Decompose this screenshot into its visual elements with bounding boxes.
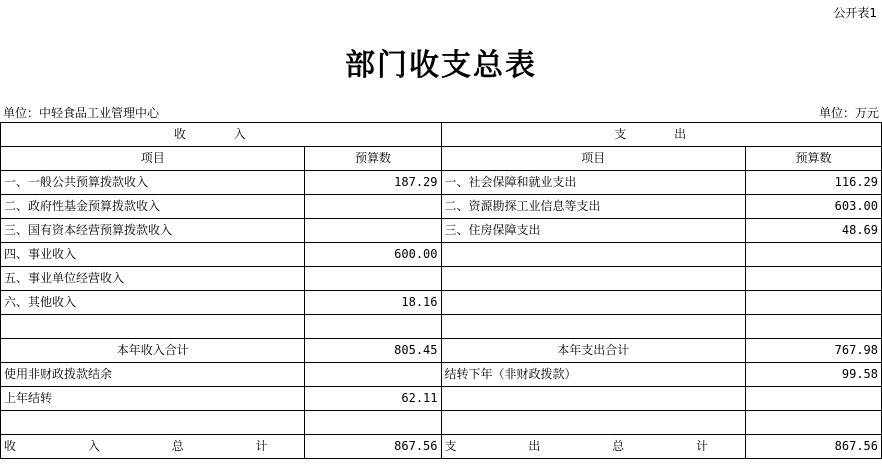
income-item-header: 项目	[1, 147, 305, 171]
expense-total-label: 支 出 总 计	[441, 435, 745, 459]
budget-table	[0, 122, 882, 459]
income-item: 六、其他收入	[1, 291, 305, 315]
expense-amount	[745, 387, 881, 411]
income-subtotal-amount: 805.45	[305, 339, 441, 363]
income-budget-header: 预算数	[305, 147, 441, 171]
income-total-amount: 867.56	[305, 435, 441, 459]
expense-amount	[745, 315, 881, 339]
expense-item	[441, 411, 745, 435]
expense-item: 三、住房保障支出	[441, 219, 745, 243]
expense-amount: 116.29	[745, 171, 881, 195]
income-amount: 187.29	[305, 171, 441, 195]
unit-organization: 单位：中轻食品工业管理中心	[3, 106, 160, 120]
expense-item	[441, 243, 745, 267]
income-amount: 62.11	[305, 387, 441, 411]
expense-total-amount: 867.56	[745, 435, 881, 459]
income-amount	[305, 267, 441, 291]
total-row	[1, 435, 882, 459]
table-row	[1, 315, 882, 339]
table-row	[1, 363, 882, 387]
expense-section-header: 支 出	[441, 123, 882, 147]
expense-amount	[745, 243, 881, 267]
income-item: 使用非财政拨款结余	[1, 363, 305, 387]
page-title: 部门收支总表	[345, 48, 537, 83]
expense-item: 一、社会保障和就业支出	[441, 171, 745, 195]
income-amount	[305, 411, 441, 435]
income-item	[1, 411, 305, 435]
expense-item: 结转下年（非财政拨款）	[441, 363, 745, 387]
income-item: 四、事业收入	[1, 243, 305, 267]
income-amount	[305, 195, 441, 219]
income-total-label: 收 入 总 计	[1, 435, 305, 459]
expense-item	[441, 387, 745, 411]
table-row	[1, 171, 882, 195]
subtotal-row	[1, 339, 882, 363]
unit-currency: 单位：万元	[818, 106, 879, 120]
table-row	[1, 243, 882, 267]
income-item: 上年结转	[1, 387, 305, 411]
table-row	[1, 267, 882, 291]
income-amount	[305, 219, 441, 243]
expense-budget-header: 预算数	[745, 147, 881, 171]
expense-item	[441, 291, 745, 315]
table-row	[1, 387, 882, 411]
income-item: 三、国有资本经营预算拨款收入	[1, 219, 305, 243]
expense-amount: 99.58	[745, 363, 881, 387]
expense-amount: 48.69	[745, 219, 881, 243]
income-item: 二、政府性基金预算拨款收入	[1, 195, 305, 219]
expense-subtotal-amount: 767.98	[745, 339, 881, 363]
expense-subtotal-label: 本年支出合计	[441, 339, 745, 363]
income-item	[1, 315, 305, 339]
expense-item	[441, 315, 745, 339]
table-row	[1, 291, 882, 315]
table-row	[1, 195, 882, 219]
expense-item-header: 项目	[441, 147, 745, 171]
income-amount	[305, 315, 441, 339]
expense-amount	[745, 291, 881, 315]
expense-item: 二、资源勘探工业信息等支出	[441, 195, 745, 219]
income-amount	[305, 363, 441, 387]
income-section-header: 收 入	[1, 123, 442, 147]
income-subtotal-label: 本年收入合计	[1, 339, 305, 363]
table-row	[1, 219, 882, 243]
form-code: 公开表1	[833, 6, 877, 20]
expense-amount: 603.00	[745, 195, 881, 219]
income-amount: 18.16	[305, 291, 441, 315]
income-amount: 600.00	[305, 243, 441, 267]
income-item: 五、事业单位经营收入	[1, 267, 305, 291]
expense-amount	[745, 411, 881, 435]
expense-amount	[745, 267, 881, 291]
expense-item	[441, 267, 745, 291]
table-row	[1, 411, 882, 435]
income-item: 一、一般公共预算拨款收入	[1, 171, 305, 195]
